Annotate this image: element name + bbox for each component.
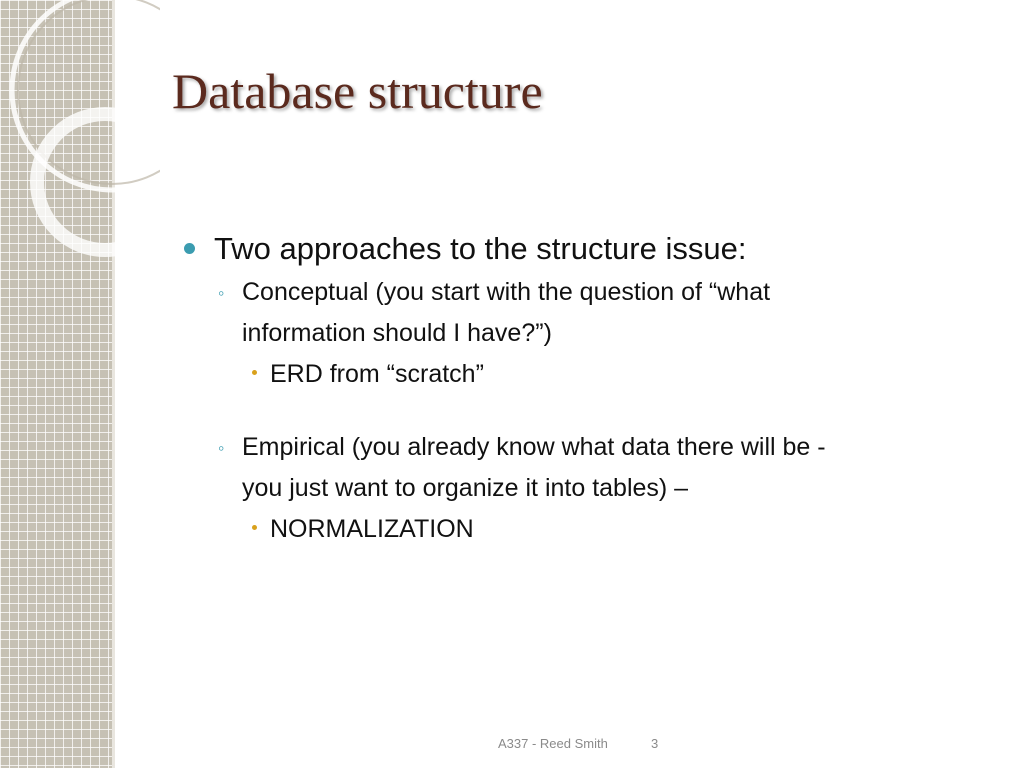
bullet-small-dot-icon — [252, 370, 257, 375]
bullet-text: you just want to organize it into tables) – — [242, 474, 689, 502]
bullet-dot-icon — [184, 243, 195, 254]
bullet-text: Two approaches to the structure issue: — [214, 231, 747, 266]
bullet-text: ERD from “scratch” — [270, 360, 484, 388]
decorative-rings — [0, 0, 160, 280]
list-item-continuation — [180, 468, 1000, 509]
bullet-text: information should I have?”) — [242, 319, 552, 347]
list-item-level1 — [180, 226, 1000, 272]
list-item-level3 — [180, 509, 1000, 550]
bullet-ring-icon: ◦ — [218, 438, 225, 458]
bullet-text: Conceptual (you start with the question of “what — [242, 278, 771, 306]
bullet-text: Empirical (you already know what data there will be - — [242, 433, 826, 461]
bullet-small-dot-icon — [252, 525, 257, 530]
bullet-ring-icon: ◦ — [218, 283, 225, 303]
page-number: 3 — [651, 736, 659, 751]
list-item-level2 — [180, 427, 1000, 468]
list-item-continuation — [180, 313, 1000, 354]
list-item-level2 — [180, 272, 1000, 313]
slide-title: Database structure — [172, 63, 543, 119]
bullet-text: NORMALIZATION — [270, 515, 474, 543]
list-spacer — [180, 395, 1000, 427]
bullet-list — [180, 226, 1000, 550]
footer-author: A337 - Reed Smith — [498, 736, 608, 751]
list-item-level3 — [180, 354, 1000, 395]
